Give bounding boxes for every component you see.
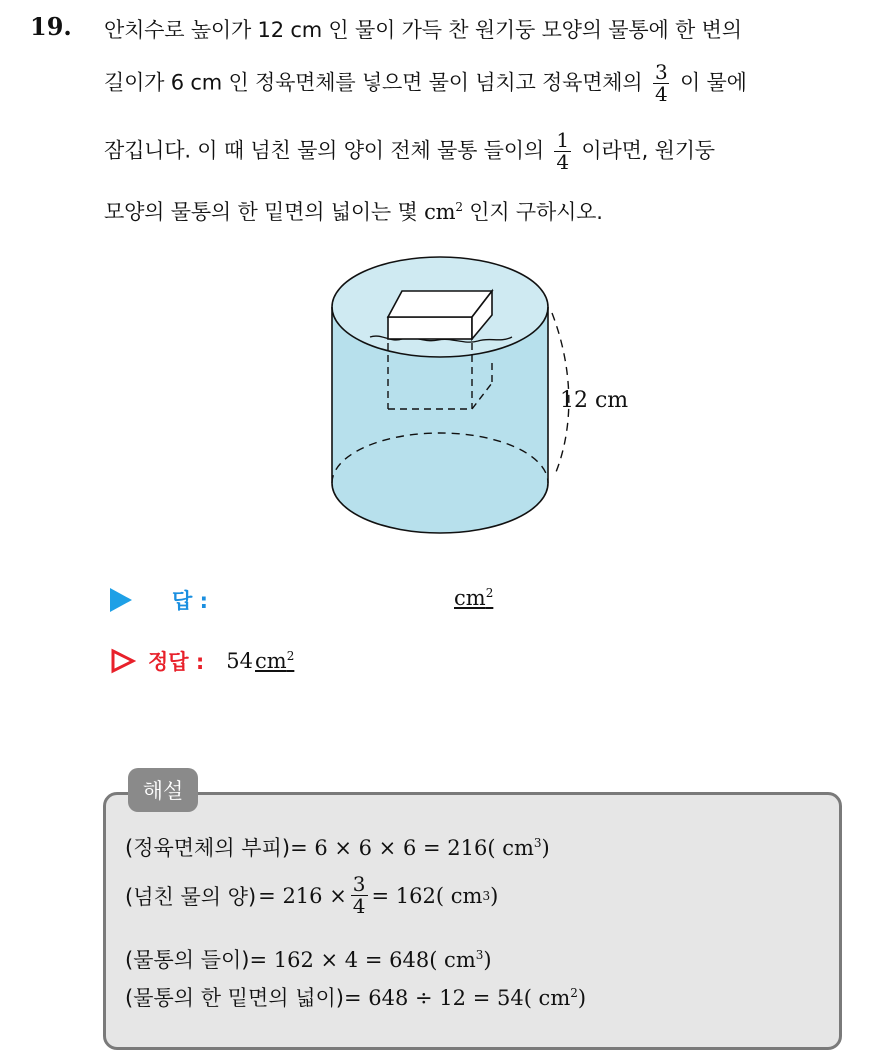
question-number: 19. (30, 12, 72, 41)
question-line-3 (104, 130, 715, 173)
answer-row (110, 585, 208, 615)
correct-answer-value: 54 (226, 649, 254, 673)
fraction-numerator: 1 (556, 128, 569, 152)
fraction-numerator: 3 (654, 60, 668, 84)
question-text-2b: 이 물에 (679, 70, 747, 95)
correct-answer-unit: $cm^2$ (255, 649, 295, 673)
question-text-4b: 인지 구하시오. (469, 200, 603, 224)
question-text-1: 안치수로 높이가 12 cm 인 물이 가득 찬 원기둥 모양의 물통에 한 변의 (104, 18, 742, 42)
fraction-three-quarters (653, 62, 670, 105)
answer-blank[interactable] (454, 586, 493, 610)
correct-answer-row (110, 646, 294, 676)
question-line-4 (104, 196, 603, 226)
cube-front-top (388, 317, 472, 339)
question-text-3a: 잠깁니다. 이 때 넘친 물의 양이 전체 물통 들이의 (104, 138, 544, 163)
question-line-2 (104, 62, 747, 105)
answer-label: 답 : (172, 589, 208, 613)
question-text-2a: 길이가 6 cm 인 정육면체를 넣으면 물이 넘치고 정육면체의 (104, 70, 643, 95)
fraction-denominator: 4 (556, 150, 569, 174)
explanation-fraction: $\frac{3}{4}$ (352, 872, 366, 918)
fraction-one-quarter (554, 130, 571, 173)
cylinder-cube-figure (320, 255, 660, 545)
question-text-4a: 모양의 물통의 한 밑면의 넓이는 몇 (104, 200, 418, 224)
play-outline-icon (110, 648, 136, 674)
explanation-tag: 해설 (128, 768, 198, 812)
question-text-3b: 이라면, 원기둥 (581, 138, 715, 163)
explanation-line-2: (넘친 물의 양) = 216 × $\frac{3}{4}$ = 162( cm 3 ) (125, 872, 499, 918)
explanation-line-1: (정육면체의 부피)= 6 × 6 × 6 = 216( $cm^3$) (125, 836, 550, 860)
answer-unit: $cm^2$ (454, 586, 494, 610)
explanation-line-3: (물통의 들이)= 162 × 4 = 648( $cm^3$) (125, 948, 492, 972)
fraction-denominator: 4 (654, 82, 668, 106)
height-label: 12 cm (560, 388, 629, 413)
explanation-line-4: (물통의 한 밑면의 넓이)= 648 ÷ 12 = 54( $cm^2$) (125, 986, 587, 1010)
unit-cm2: $cm^2$ (424, 200, 463, 224)
question-line-1 (104, 14, 742, 44)
correct-answer-label: 정답 : (148, 650, 205, 674)
play-filled-icon (110, 588, 132, 612)
